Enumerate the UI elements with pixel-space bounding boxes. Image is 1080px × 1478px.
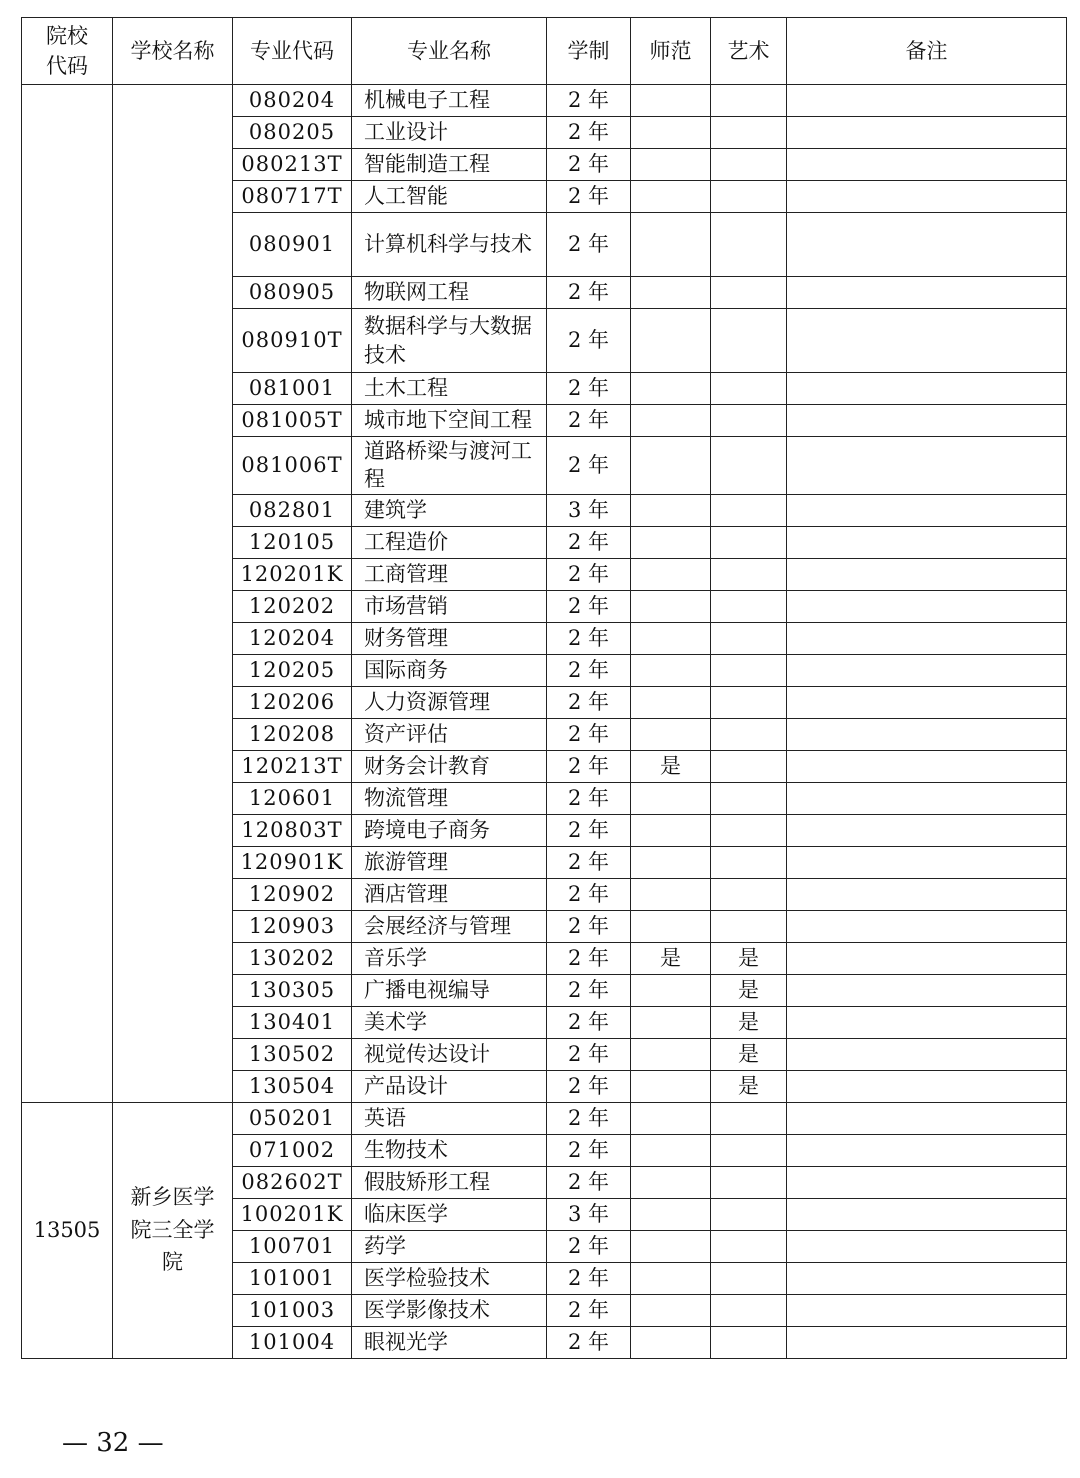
major-code-cell: 101004 <box>233 1326 352 1358</box>
major-name-cell: 医学检验技术 <box>352 1262 547 1294</box>
duration-cell: 2 年 <box>547 558 631 590</box>
duration-cell: 2 年 <box>547 277 631 309</box>
major-name-cell: 视觉传达设计 <box>352 1038 547 1070</box>
art-flag-cell <box>711 117 787 149</box>
art-flag-cell <box>711 437 787 495</box>
major-name-cell: 生物技术 <box>352 1134 547 1166</box>
major-code-cell: 120201K <box>233 558 352 590</box>
normal-flag-cell <box>631 1102 711 1134</box>
art-flag-cell <box>711 1326 787 1358</box>
duration-cell: 2 年 <box>547 846 631 878</box>
note-cell <box>787 405 1067 437</box>
note-cell <box>787 1262 1067 1294</box>
major-name-cell: 工程造价 <box>352 526 547 558</box>
note-cell <box>787 878 1067 910</box>
major-code-cell: 081006T <box>233 437 352 495</box>
art-flag-cell <box>711 494 787 526</box>
normal-flag-cell <box>631 309 711 373</box>
major-code-cell: 101001 <box>233 1262 352 1294</box>
major-code-cell: 082801 <box>233 494 352 526</box>
note-cell <box>787 494 1067 526</box>
major-code-cell: 120206 <box>233 686 352 718</box>
note-cell <box>787 654 1067 686</box>
major-name-cell: 工业设计 <box>352 117 547 149</box>
normal-flag-cell <box>631 437 711 495</box>
art-flag-cell <box>711 558 787 590</box>
major-name-cell: 假肢矫形工程 <box>352 1166 547 1198</box>
school-name-cell: 新乡医学院三全学院 <box>113 1102 233 1358</box>
normal-flag-cell <box>631 1230 711 1262</box>
table-row <box>22 85 1067 117</box>
major-code-cell: 120901K <box>233 846 352 878</box>
table-body <box>22 85 1067 1359</box>
duration-cell: 3 年 <box>547 1198 631 1230</box>
normal-flag-cell <box>631 782 711 814</box>
major-name-cell: 酒店管理 <box>352 878 547 910</box>
normal-flag-cell <box>631 1038 711 1070</box>
major-code-cell: 080204 <box>233 85 352 117</box>
normal-flag-cell <box>631 814 711 846</box>
major-code-cell: 120208 <box>233 718 352 750</box>
major-code-cell: 120213T <box>233 750 352 782</box>
duration-cell: 2 年 <box>547 1326 631 1358</box>
school-code-cell <box>22 85 113 1103</box>
duration-cell: 2 年 <box>547 910 631 942</box>
major-name-cell: 英语 <box>352 1102 547 1134</box>
major-code-cell: 120902 <box>233 878 352 910</box>
major-name-cell: 机械电子工程 <box>352 85 547 117</box>
major-name-cell: 旅游管理 <box>352 846 547 878</box>
normal-flag-cell <box>631 622 711 654</box>
header-major-name: 专业名称 <box>352 18 547 85</box>
art-flag-cell <box>711 373 787 405</box>
major-name-cell: 物流管理 <box>352 782 547 814</box>
normal-flag-cell <box>631 558 711 590</box>
duration-cell: 2 年 <box>547 85 631 117</box>
major-code-cell: 130305 <box>233 974 352 1006</box>
major-code-cell: 130502 <box>233 1038 352 1070</box>
normal-flag-cell <box>631 1006 711 1038</box>
normal-flag-cell <box>631 686 711 718</box>
normal-flag-cell <box>631 213 711 277</box>
art-flag-cell <box>711 1230 787 1262</box>
note-cell <box>787 1166 1067 1198</box>
note-cell <box>787 1038 1067 1070</box>
normal-flag-cell <box>631 1198 711 1230</box>
art-flag-cell <box>711 1198 787 1230</box>
major-code-cell: 120205 <box>233 654 352 686</box>
school-code-cell: 13505 <box>22 1102 113 1358</box>
duration-cell: 2 年 <box>547 181 631 213</box>
normal-flag-cell <box>631 1294 711 1326</box>
duration-cell: 2 年 <box>547 878 631 910</box>
major-name-cell: 国际商务 <box>352 654 547 686</box>
duration-cell: 2 年 <box>547 149 631 181</box>
major-name-cell: 建筑学 <box>352 494 547 526</box>
major-name-cell: 眼视光学 <box>352 1326 547 1358</box>
normal-flag-cell <box>631 277 711 309</box>
major-code-cell: 120903 <box>233 910 352 942</box>
major-code-cell: 101003 <box>233 1294 352 1326</box>
art-flag-cell <box>711 1262 787 1294</box>
note-cell <box>787 373 1067 405</box>
art-flag-cell <box>711 1166 787 1198</box>
normal-flag-cell <box>631 526 711 558</box>
duration-cell: 2 年 <box>547 1262 631 1294</box>
art-flag-cell <box>711 405 787 437</box>
duration-cell: 2 年 <box>547 686 631 718</box>
note-cell <box>787 1326 1067 1358</box>
major-name-cell: 美术学 <box>352 1006 547 1038</box>
art-flag-cell: 是 <box>711 942 787 974</box>
major-name-cell: 土木工程 <box>352 373 547 405</box>
duration-cell: 2 年 <box>547 1294 631 1326</box>
header-school-name: 学校名称 <box>113 18 233 85</box>
page-number: — 32 — <box>62 1428 164 1458</box>
art-flag-cell <box>711 622 787 654</box>
major-name-cell: 财务管理 <box>352 622 547 654</box>
note-cell <box>787 277 1067 309</box>
duration-cell: 2 年 <box>547 1102 631 1134</box>
note-cell <box>787 437 1067 495</box>
header-note: 备注 <box>787 18 1067 85</box>
note-cell <box>787 1198 1067 1230</box>
art-flag-cell <box>711 814 787 846</box>
note-cell <box>787 942 1067 974</box>
major-name-cell: 人力资源管理 <box>352 686 547 718</box>
art-flag-cell <box>711 686 787 718</box>
normal-flag-cell <box>631 878 711 910</box>
art-flag-cell: 是 <box>711 1070 787 1102</box>
note-cell <box>787 782 1067 814</box>
art-flag-cell: 是 <box>711 1038 787 1070</box>
duration-cell: 2 年 <box>547 750 631 782</box>
art-flag-cell: 是 <box>711 974 787 1006</box>
duration-cell: 2 年 <box>547 622 631 654</box>
art-flag-cell <box>711 782 787 814</box>
duration-cell: 2 年 <box>547 405 631 437</box>
normal-flag-cell <box>631 974 711 1006</box>
normal-flag-cell <box>631 846 711 878</box>
major-code-cell: 080905 <box>233 277 352 309</box>
art-flag-cell <box>711 1134 787 1166</box>
note-cell <box>787 526 1067 558</box>
art-flag-cell <box>711 213 787 277</box>
major-name-cell: 临床医学 <box>352 1198 547 1230</box>
note-cell <box>787 1134 1067 1166</box>
art-flag-cell <box>711 846 787 878</box>
normal-flag-cell <box>631 85 711 117</box>
header-art: 艺术 <box>711 18 787 85</box>
duration-cell: 2 年 <box>547 1006 631 1038</box>
major-code-cell: 130504 <box>233 1070 352 1102</box>
art-flag-cell <box>711 85 787 117</box>
major-code-cell: 080901 <box>233 213 352 277</box>
note-cell <box>787 309 1067 373</box>
duration-cell: 2 年 <box>547 974 631 1006</box>
header-major-code: 专业代码 <box>233 18 352 85</box>
normal-flag-cell <box>631 910 711 942</box>
note-cell <box>787 590 1067 622</box>
normal-flag-cell <box>631 405 711 437</box>
major-name-cell: 财务会计教育 <box>352 750 547 782</box>
note-cell <box>787 814 1067 846</box>
major-code-cell: 120105 <box>233 526 352 558</box>
art-flag-cell <box>711 750 787 782</box>
duration-cell: 2 年 <box>547 1134 631 1166</box>
major-code-cell: 081001 <box>233 373 352 405</box>
duration-cell: 2 年 <box>547 942 631 974</box>
header-normal: 师范 <box>631 18 711 85</box>
major-name-cell: 物联网工程 <box>352 277 547 309</box>
major-code-cell: 130202 <box>233 942 352 974</box>
art-flag-cell <box>711 718 787 750</box>
note-cell <box>787 1294 1067 1326</box>
major-name-cell: 广播电视编导 <box>352 974 547 1006</box>
major-code-cell: 080910T <box>233 309 352 373</box>
duration-cell: 2 年 <box>547 1070 631 1102</box>
duration-cell: 2 年 <box>547 117 631 149</box>
major-code-cell: 080717T <box>233 181 352 213</box>
art-flag-cell <box>711 1102 787 1134</box>
duration-cell: 2 年 <box>547 309 631 373</box>
art-flag-cell: 是 <box>711 1006 787 1038</box>
note-cell <box>787 1006 1067 1038</box>
normal-flag-cell: 是 <box>631 942 711 974</box>
duration-cell: 2 年 <box>547 1166 631 1198</box>
normal-flag-cell <box>631 590 711 622</box>
major-name-cell: 产品设计 <box>352 1070 547 1102</box>
major-code-cell: 100201K <box>233 1198 352 1230</box>
normal-flag-cell <box>631 1326 711 1358</box>
major-name-cell: 市场营销 <box>352 590 547 622</box>
normal-flag-cell <box>631 117 711 149</box>
major-code-cell: 100701 <box>233 1230 352 1262</box>
major-name-cell: 道路桥梁与渡河工程 <box>352 437 547 495</box>
major-code-cell: 120803T <box>233 814 352 846</box>
duration-cell: 2 年 <box>547 213 631 277</box>
major-code-cell: 130401 <box>233 1006 352 1038</box>
art-flag-cell <box>711 149 787 181</box>
duration-cell: 2 年 <box>547 654 631 686</box>
note-cell <box>787 85 1067 117</box>
normal-flag-cell <box>631 149 711 181</box>
header-duration: 学制 <box>547 18 631 85</box>
major-code-cell: 082602T <box>233 1166 352 1198</box>
normal-flag-cell <box>631 1134 711 1166</box>
note-cell <box>787 910 1067 942</box>
duration-cell: 2 年 <box>547 782 631 814</box>
normal-flag-cell <box>631 1262 711 1294</box>
art-flag-cell <box>711 910 787 942</box>
note-cell <box>787 1230 1067 1262</box>
major-code-cell: 120601 <box>233 782 352 814</box>
major-name-cell: 智能制造工程 <box>352 149 547 181</box>
note-cell <box>787 181 1067 213</box>
duration-cell: 2 年 <box>547 590 631 622</box>
note-cell <box>787 213 1067 277</box>
duration-cell: 2 年 <box>547 437 631 495</box>
art-flag-cell <box>711 878 787 910</box>
art-flag-cell <box>711 654 787 686</box>
note-cell <box>787 117 1067 149</box>
art-flag-cell <box>711 526 787 558</box>
art-flag-cell <box>711 277 787 309</box>
art-flag-cell <box>711 309 787 373</box>
school-name-cell <box>113 85 233 1103</box>
major-code-cell: 080213T <box>233 149 352 181</box>
major-name-cell: 资产评估 <box>352 718 547 750</box>
normal-flag-cell <box>631 494 711 526</box>
normal-flag-cell <box>631 654 711 686</box>
major-code-cell: 071002 <box>233 1134 352 1166</box>
duration-cell: 2 年 <box>547 1038 631 1070</box>
major-name-cell: 会展经济与管理 <box>352 910 547 942</box>
table-row <box>22 1102 1067 1134</box>
note-cell <box>787 750 1067 782</box>
normal-flag-cell <box>631 1070 711 1102</box>
note-cell <box>787 622 1067 654</box>
duration-cell: 2 年 <box>547 814 631 846</box>
major-name-cell: 音乐学 <box>352 942 547 974</box>
normal-flag-cell <box>631 1166 711 1198</box>
major-name-cell: 医学影像技术 <box>352 1294 547 1326</box>
majors-table <box>21 17 1067 1359</box>
major-code-cell: 120202 <box>233 590 352 622</box>
major-name-cell: 药学 <box>352 1230 547 1262</box>
art-flag-cell <box>711 181 787 213</box>
art-flag-cell <box>711 1294 787 1326</box>
duration-cell: 3 年 <box>547 494 631 526</box>
duration-cell: 2 年 <box>547 718 631 750</box>
major-code-cell: 080205 <box>233 117 352 149</box>
duration-cell: 2 年 <box>547 1230 631 1262</box>
major-code-cell: 081005T <box>233 405 352 437</box>
header-row <box>22 18 1067 85</box>
major-code-cell: 120204 <box>233 622 352 654</box>
note-cell <box>787 846 1067 878</box>
duration-cell: 2 年 <box>547 373 631 405</box>
normal-flag-cell <box>631 373 711 405</box>
note-cell <box>787 686 1067 718</box>
major-name-cell: 人工智能 <box>352 181 547 213</box>
major-code-cell: 050201 <box>233 1102 352 1134</box>
major-name-cell: 城市地下空间工程 <box>352 405 547 437</box>
note-cell <box>787 1102 1067 1134</box>
major-name-cell: 跨境电子商务 <box>352 814 547 846</box>
duration-cell: 2 年 <box>547 526 631 558</box>
major-name-cell: 工商管理 <box>352 558 547 590</box>
normal-flag-cell: 是 <box>631 750 711 782</box>
note-cell <box>787 149 1067 181</box>
normal-flag-cell <box>631 718 711 750</box>
normal-flag-cell <box>631 181 711 213</box>
note-cell <box>787 974 1067 1006</box>
note-cell <box>787 1070 1067 1102</box>
major-name-cell: 计算机科学与技术 <box>352 213 547 277</box>
header-school-code: 院校 代码 <box>22 18 113 85</box>
major-name-cell: 数据科学与大数据技术 <box>352 309 547 373</box>
art-flag-cell <box>711 590 787 622</box>
note-cell <box>787 558 1067 590</box>
note-cell <box>787 718 1067 750</box>
